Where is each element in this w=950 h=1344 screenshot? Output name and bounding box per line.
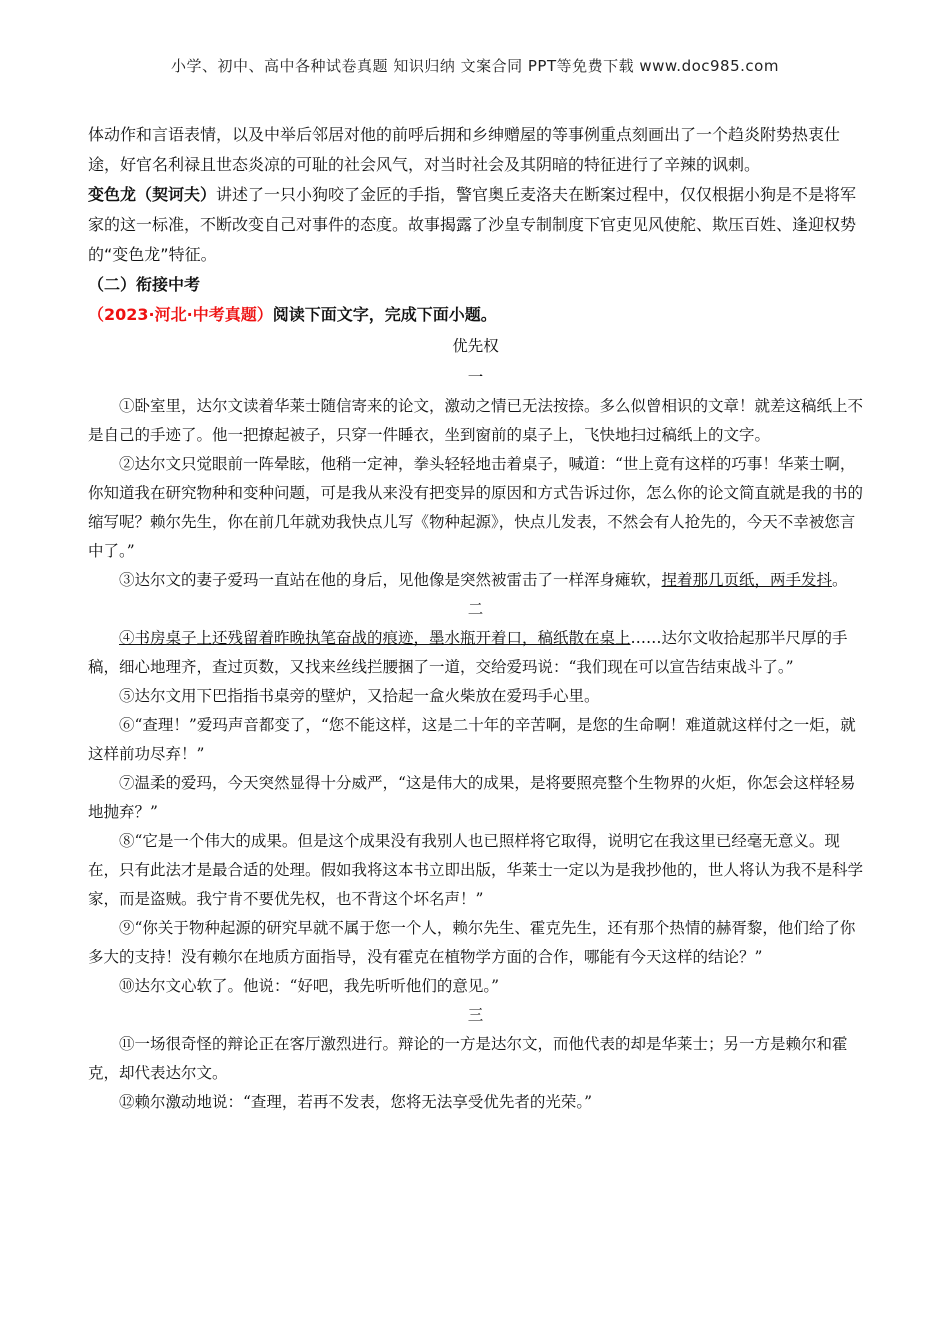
page-header: 小学、初中、高中各种试卷真题 知识归纳 文案合同 PPT等免费下载 www.doc985.com [171, 57, 779, 75]
intro-paragraph-2 [88, 180, 863, 270]
story-paragraph-1: ①卧室里，达尔文读着华莱士随信寄来的论文，激动之情已无法按捺。多么似曾相识的文章！就差这稿纸上不是自己的手迹了。他一把撩起被子，只穿一件睡衣，坐到窗前的桌子上，飞快地扫过稿纸上的文字。 [88, 397, 864, 444]
question-source-line [88, 300, 863, 330]
part-2-heading: 二 [467, 600, 484, 618]
source-tag: 2023·河北·中考真题 [104, 305, 257, 324]
story-paragraph-3 [88, 566, 863, 595]
section-title: （二）衔接中考 [88, 275, 201, 294]
story-paragraph-8: ⑧“它是一个伟大的成果。但是这个成果没有我别人也已照样将它取得，说明它在我这里已经毫无意义。现在，只有此法才是最合适的处理。假如我将这本书立即出版，华莱士一定以为是我抄他的，世人将认为我不是科学家，而是盗贼。我宁肯不要优先权，也不背这个坏名声！” [88, 832, 864, 908]
underlined-phrase-2: ④书房桌子上还残留着昨晚执笔奋战的痕迹，墨水瓶开着口，稿纸散在桌上 [119, 629, 631, 647]
source-open: （ [88, 305, 105, 324]
story-paragraph-7: ⑦温柔的爱玛，今天突然显得十分威严，“这是伟大的成果，是将要照亮整个生物界的火炬，你怎会这样轻易地抛弃？” [88, 774, 856, 821]
intro-paragraph-2-label: 变色龙（契诃夫） [88, 185, 217, 204]
source-close: ） [256, 305, 273, 324]
intro-section [88, 120, 863, 270]
paragraph-4-end: ……达尔文收拾起那半尺厚的手稿，细心地理齐，查过页数，又找来丝线拦腰捆了一道，交给爱玛说：“我们现在可以宣告结束战斗了。” [88, 629, 848, 676]
underlined-phrase-1: 捏着那几页纸，两手发抖 [661, 571, 833, 589]
story-paragraph-2: ②达尔文只觉眼前一阵晕眩，他稍一定神，拳头轻轻地击着桌子，喊道：“世上竟有这样的巧事！华莱士啊，你知道我在研究物种和变种问题，可是我从来没有把变异的原因和方式告诉过你，怎么你的论文简直就是我的书的缩写呢？赖尔先生，你在前几年就劝我快点儿写《物种起源》，快点儿发表，不然会有人抢先的，今天不幸被您言中了。” [88, 455, 864, 560]
story-paragraph-11: ⑪一场很奇怪的辩论正在客厅激烈进行。辩论的一方是达尔文，而他代表的却是华莱士；另一方是赖尔和霍克，却代表达尔文。 [88, 1035, 848, 1082]
story-paragraph-10: ⑩达尔文心软了。他说：“好吧，我先听听他们的意见。” [119, 977, 500, 995]
paragraph-3-start: ③达尔文的妻子爱玛一直站在他的身后，见他像是突然被雷击了一样浑身瘫软， [119, 571, 662, 589]
story [88, 332, 863, 1117]
part-1-heading: 一 [467, 368, 484, 386]
intro-paragraph-1: 体动作和言语表情，以及中举后邻居对他的前呼后拥和乡绅赠屋的等事例重点刻画出了一个趋炎附势热衷仕途，好官名利禄且世态炎凉的可耻的社会风气，对当时社会及其阴暗的特征进行了辛辣的讽刺。 [88, 125, 841, 174]
instruction: 阅读下面文字，完成下面小题。 [272, 305, 497, 324]
story-paragraph-9: ⑨“你关于物种起源的研究早就不属于您一个人，赖尔先生、霍克先生，还有那个热情的赫胥黎，他们给了你多大的支持！没有赖尔在地质方面指导，没有霍克在植物学方面的合作，哪能有今天这样的结论？” [88, 919, 856, 966]
intro-paragraph-2-text: 讲述了一只小狗咬了金匠的手指，警官奥丘麦洛夫在断案过程中，仅仅根据小狗是不是将军家的这一标准，不断改变自己对事件的态度。故事揭露了沙皇专制制度下官吏见风使舵、欺压百姓、逢迎权势的“变色龙”特征。 [88, 185, 857, 264]
document-body [88, 120, 863, 1117]
paragraph-3-end: 。 [832, 571, 848, 589]
story-paragraph-4 [88, 624, 863, 682]
story-paragraph-12: ⑫赖尔激动地说：“查理，若再不发表，您将无法享受优先者的光荣。” [119, 1093, 593, 1111]
story-paragraph-6: ⑥“查理！”爱玛声音都变了，“您不能这样，这是二十年的辛苦啊，是您的生命啊！难道就这样付之一炬，就这样前功尽弃！” [88, 716, 856, 763]
story-title: 优先权 [452, 337, 499, 355]
part-3-heading: 三 [467, 1006, 484, 1024]
story-paragraph-5: ⑤达尔文用下巴指指书桌旁的壁炉，又拾起一盒火柴放在爱玛手心里。 [119, 687, 600, 705]
